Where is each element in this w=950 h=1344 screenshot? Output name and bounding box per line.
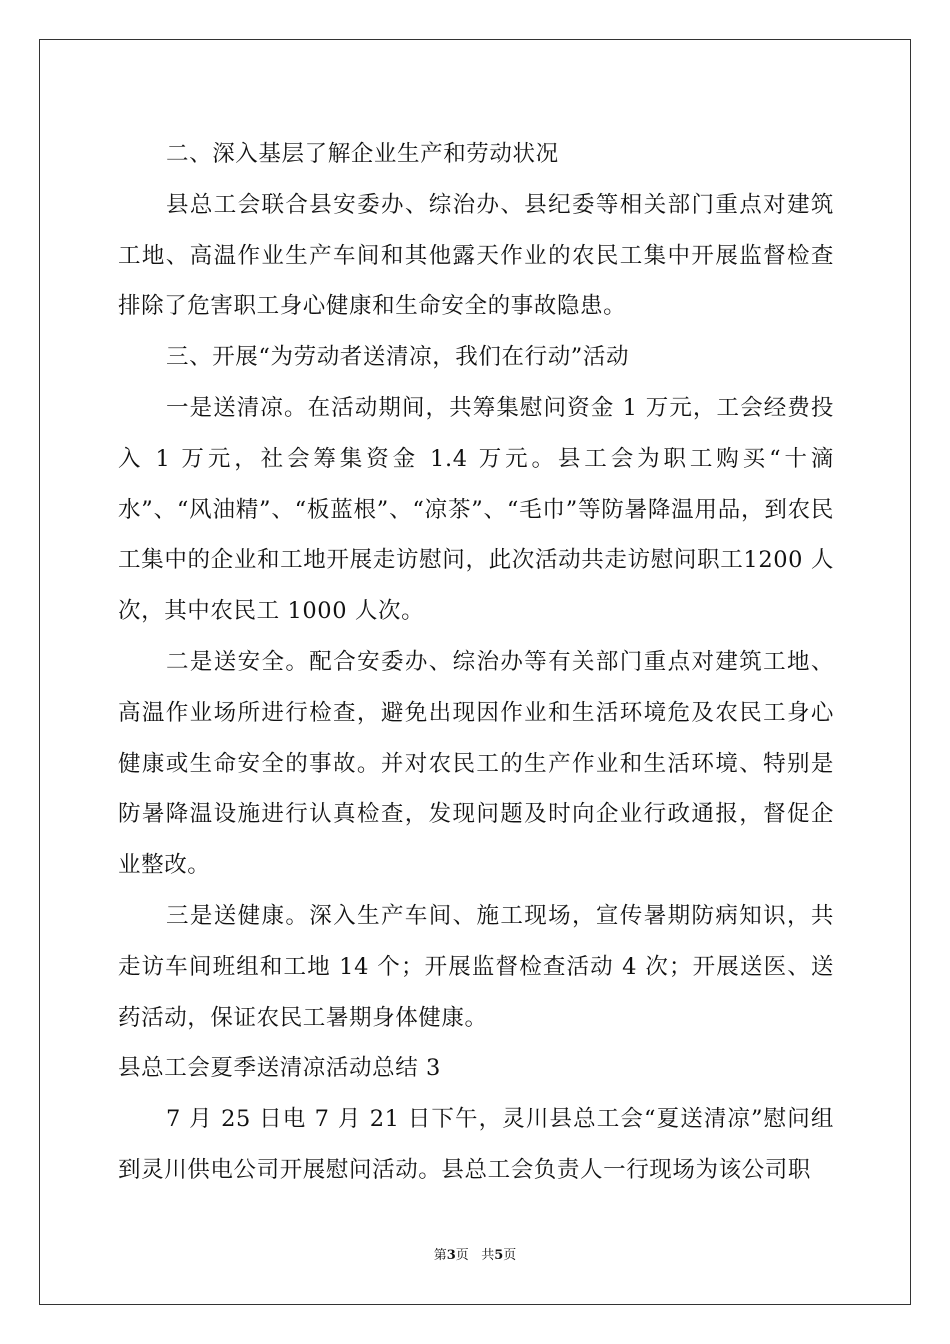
section-heading-2: 二、深入基层了解企业生产和劳动状况 <box>166 141 559 167</box>
summary-title-3: 县总工会夏季送清凉活动总结 3 <box>118 1055 441 1082</box>
paragraph-send-health: 三是送健康。深入生产车间、施工现场，宣传暑期防病知识，共走访车间班组和工地 14 个；开展监督检查活动 4 次；开展送医、送药活动，保证农民工暑期身体健康。 <box>118 902 834 1031</box>
paragraph-send-safety: 二是送安全。配合安委办、综治办等有关部门重点对建筑工地、高温作业场所进行检查，避免出现因作业和生活环境危及农民工身心健康或生命安全的事故。并对农民工的生产作业和生活环境、特别是防暑降温设施进行认真检查，发现问题及时向企业行政通报，督促企业整改。 <box>118 648 834 879</box>
paragraph-inspection: 县总工会联合县安委办、综治办、县纪委等相关部门重点对建筑工地、高温作业生产车间和其他露天作业的农民工集中开展监督检查排除了危害职工身心健康和生命安全的事故隐患。 <box>118 191 834 320</box>
document-body <box>118 129 834 1196</box>
total-pages-number: 5 <box>494 1248 504 1263</box>
paragraph-news-report: 7 月 25 日电 7 月 21 日下午，灵川县总工会“夏送清凉”慰问组到灵川供电公司开展慰问活动。县总工会负责人一行现场为该公司职 <box>118 1106 834 1183</box>
paragraph-send-cool: 一是送清凉。在活动期间，共筹集慰问资金 1 万元，工会经费投入 1 万元，社会筹集资金 1.4 万元。县工会为职工购买“十滴水”、“风油精”、“板蓝根”、“凉茶”、“毛巾”等防暑降温用品，到农民工集中的企业和工地开展走访慰问，此次活动共走访慰问职工1200 人次，其中农民工 1000 人次。 <box>118 394 834 625</box>
footer-middle: 页 共 <box>455 1248 495 1263</box>
page-footer <box>0 1244 950 1263</box>
footer-prefix: 第 <box>433 1248 447 1263</box>
footer-suffix: 页 <box>503 1248 517 1263</box>
current-page-number: 3 <box>446 1248 456 1263</box>
section-heading-3: 三、开展“为劳动者送清凉，我们在行动”活动 <box>166 344 630 371</box>
